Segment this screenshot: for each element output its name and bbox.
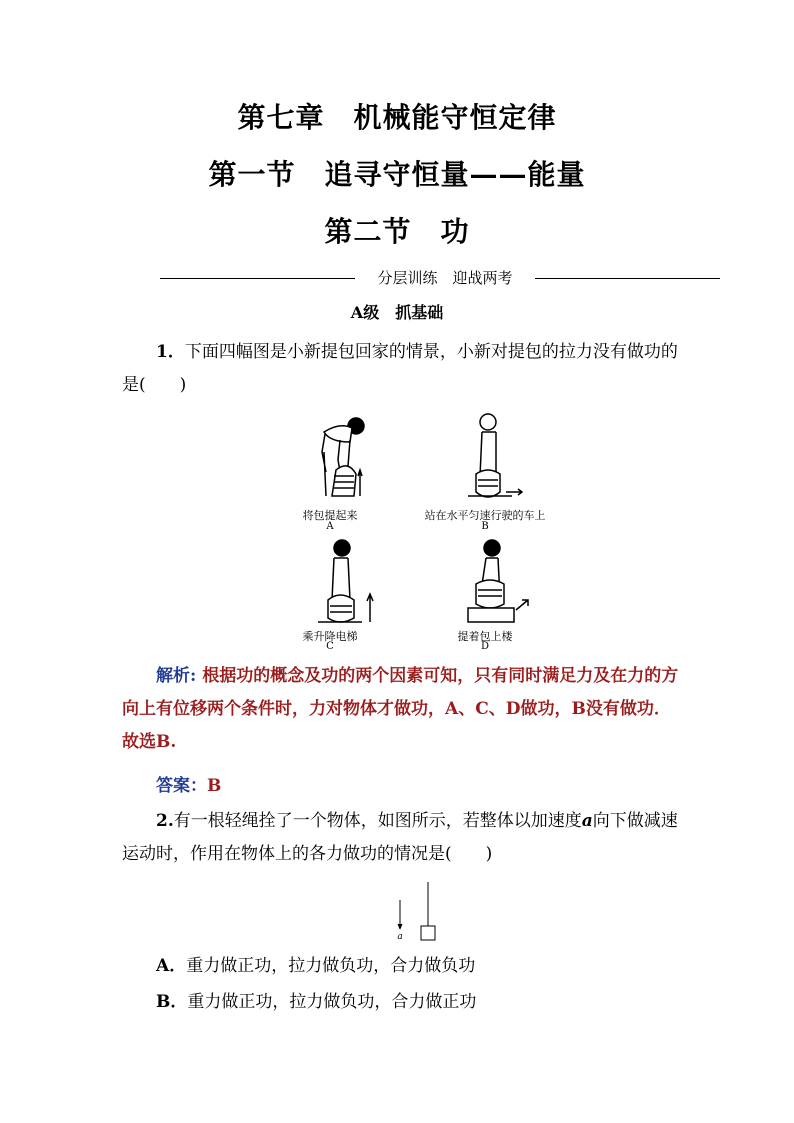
question-2-number: 2. <box>156 811 174 831</box>
acceleration-variable: a <box>581 811 593 831</box>
figure-d-person <box>468 540 528 622</box>
acceleration-arrowhead <box>398 924 403 930</box>
divider-line-left <box>160 278 355 279</box>
analysis <box>122 660 682 759</box>
figure-a-letter: A <box>326 521 334 532</box>
acceleration-label: a <box>397 932 403 942</box>
figure-d-caption: 提着包上楼 <box>457 630 513 643</box>
figure-c-letter: C <box>326 641 334 652</box>
question-2-text-after: 向下做减速运动时，作用在物体上的各力做功的情况是( ) <box>122 811 678 864</box>
divider-line-right <box>535 278 720 279</box>
figure-c-caption: 乘升降电梯 <box>302 630 358 643</box>
figure-a-person <box>322 418 364 496</box>
answer-value: B <box>207 776 222 796</box>
question-1 <box>122 336 682 402</box>
option-b <box>156 990 476 1014</box>
figure-b-caption: 站在水平匀速行驶的车上 <box>424 509 546 522</box>
divider-text: 分层训练 迎战两考 <box>377 269 513 287</box>
section-title-1: 第一节 追寻守恒量——能量 <box>208 158 586 191</box>
figure-c-person <box>318 540 373 622</box>
analysis-text: 根据功的概念及功的两个因素可知，只有同时满足力及在力的方向上有位移两个条件时，力对物体才做功，A、C、D做功，B没有做功．故选B. <box>122 666 679 752</box>
section-title-2: 第二节 功 <box>324 215 470 248</box>
figure-b-letter: B <box>481 521 489 532</box>
divider <box>160 268 720 288</box>
question-2-text-before: 有一根轻绳拴了一个物体，如图所示，若整体以加速度 <box>173 811 582 831</box>
answer-label: 答案： <box>156 776 207 796</box>
question-1-text: 下面四幅图是小新提包回家的情景，小新对提包的拉力没有做功的是( ) <box>122 342 678 395</box>
option-a-text: 重力做正功，拉力做负功，合力做负功 <box>186 956 476 976</box>
chapter-title: 第七章 机械能守恒定律 <box>237 101 557 134</box>
option-a-letter: A． <box>156 956 187 976</box>
figure-d-letter: D <box>480 641 490 652</box>
question-2 <box>122 805 682 871</box>
level-heading: A级 抓基础 <box>350 303 444 322</box>
figure-a-caption: 将包提起来 <box>302 509 358 522</box>
figure-b-person <box>468 414 522 497</box>
block <box>421 926 435 940</box>
option-b-letter: B． <box>156 992 188 1012</box>
option-a <box>156 954 475 978</box>
question-2-figure <box>385 880 445 946</box>
option-b-text: 重力做正功，拉力做负功，合力做正功 <box>187 992 477 1012</box>
answer <box>156 771 221 796</box>
analysis-label: 解析: <box>156 666 197 686</box>
question-1-number: 1． <box>156 342 185 362</box>
